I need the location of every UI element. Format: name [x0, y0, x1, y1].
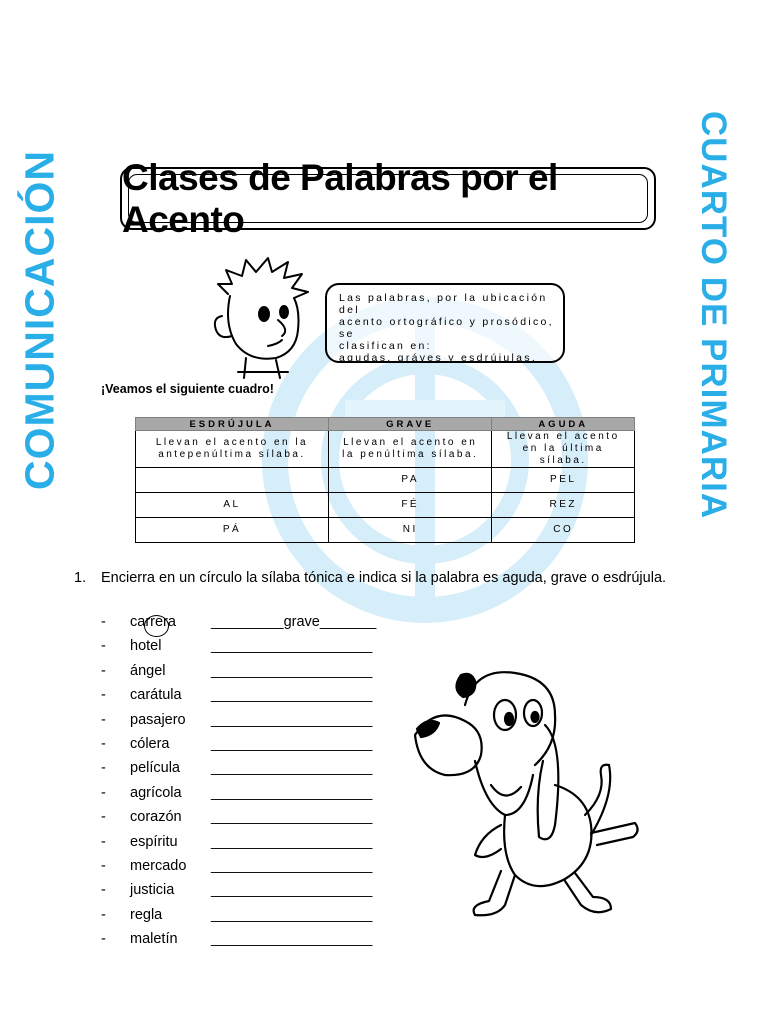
- table-cell: NI: [328, 518, 492, 543]
- word-text: espíritu: [130, 833, 178, 850]
- answer-line: ____________________: [211, 784, 373, 801]
- answer-line: ____________________: [211, 662, 373, 679]
- table-row: [136, 431, 635, 468]
- word-text: carátula: [130, 687, 182, 704]
- word-text: película: [130, 760, 180, 777]
- answer-line: ____________________: [211, 760, 373, 777]
- word-row: [101, 882, 401, 906]
- dog-illustration: [405, 665, 645, 925]
- exercise-question: [74, 566, 694, 591]
- word-row: [101, 687, 401, 711]
- list-dash: -: [101, 809, 106, 826]
- subject-label: COMUNICACIÓN: [16, 150, 63, 490]
- header-grave: GRAVE: [328, 418, 492, 431]
- answer-line: ____________________: [211, 931, 373, 948]
- list-dash: -: [101, 614, 106, 630]
- question-text: Encierra en un círculo la sílaba tónica e indica si la palabra es aguda, grave o esdrújula.: [101, 570, 667, 586]
- answer-line: ____________________: [211, 687, 373, 704]
- word-text: cólera: [130, 735, 170, 752]
- table-cell: AL: [136, 493, 329, 518]
- word-text: pasajero: [130, 711, 186, 728]
- list-dash: -: [101, 638, 106, 655]
- answer-line: _________grave_______: [211, 614, 377, 630]
- answer-line: ____________________: [211, 906, 373, 923]
- header-esdrujula: ESDRÚJULA: [136, 418, 329, 431]
- list-dash: -: [101, 833, 106, 850]
- accent-table: [135, 417, 635, 543]
- table-row: [136, 468, 635, 493]
- table-cell: Llevan el acento en la última sílaba.: [492, 431, 635, 468]
- word-text: agrícola: [130, 784, 182, 801]
- list-dash: -: [101, 662, 106, 679]
- table-cell: PÁ: [136, 518, 329, 543]
- word-row: [101, 931, 401, 955]
- word-list: [101, 614, 401, 955]
- word-text: maletín: [130, 931, 178, 948]
- grade-label: CUARTO DE PRIMARIA: [694, 110, 733, 520]
- side-label-right: [683, 110, 743, 520]
- bubble-line: acento ortográfico y prosódico, se: [339, 316, 554, 340]
- table-cell: PA: [328, 468, 492, 493]
- word-row: [101, 907, 401, 931]
- word-text: corazón: [130, 809, 182, 826]
- table-header-row: [136, 418, 635, 431]
- answer-line: ____________________: [211, 638, 373, 655]
- syllable-circle: [144, 615, 169, 637]
- word-row: [101, 785, 401, 809]
- list-dash: -: [101, 687, 106, 704]
- boy-illustration: [198, 254, 328, 382]
- answer-line: ____________________: [211, 711, 373, 728]
- answer-line: ____________________: [211, 809, 373, 826]
- title-banner: [120, 156, 656, 240]
- bubble-line: clasifican en:: [339, 340, 432, 352]
- table-cell: Llevan el acento en la antepenúltima sílaba.: [136, 431, 329, 468]
- list-dash: -: [101, 931, 106, 948]
- page-title: Clases de Palabras por el Acento: [122, 156, 558, 240]
- table-cell: [136, 468, 329, 493]
- word-row: [101, 614, 401, 638]
- answer-line: ____________________: [211, 735, 373, 752]
- word-row: [101, 712, 401, 736]
- speech-bubble: [325, 283, 565, 363]
- table-row: [136, 493, 635, 518]
- list-dash: -: [101, 784, 106, 801]
- word-text: hotel: [130, 638, 162, 655]
- word-row: [101, 638, 401, 662]
- header-aguda: AGUDA: [492, 418, 635, 431]
- table-cell: Llevan el acento en la penúltima sílaba.: [328, 431, 492, 468]
- list-dash: -: [101, 735, 106, 752]
- word-text: regla: [130, 906, 163, 923]
- side-label-left: [10, 150, 70, 490]
- word-text: mercado: [130, 857, 187, 874]
- word-row: [101, 760, 401, 784]
- word-row: [101, 834, 401, 858]
- word-text: ángel: [130, 662, 166, 679]
- table-cell: FÉ: [328, 493, 492, 518]
- list-dash: -: [101, 760, 106, 777]
- bubble-line: Las palabras, por la ubicación del: [339, 292, 548, 316]
- word-text: justicia: [130, 882, 175, 899]
- table-cell: CO: [492, 518, 635, 543]
- answer-line: ____________________: [211, 882, 373, 899]
- intro-text: ¡Veamos el siguiente cuadro!: [101, 382, 274, 396]
- bubble-line: agudas, gráves y esdrújulas.: [339, 352, 538, 364]
- table-row: [136, 518, 635, 543]
- word-row: [101, 858, 401, 882]
- word-text: carrera: [130, 614, 176, 630]
- list-dash: -: [101, 711, 106, 728]
- word-row: [101, 663, 401, 687]
- question-number: 1.: [74, 570, 87, 586]
- table-cell: PEL: [492, 468, 635, 493]
- answer-line: ____________________: [211, 857, 373, 874]
- table-cell: REZ: [492, 493, 635, 518]
- word-row: [101, 736, 401, 760]
- word-row: [101, 809, 401, 833]
- list-dash: -: [101, 906, 106, 923]
- list-dash: -: [101, 857, 106, 874]
- answer-line: ____________________: [211, 833, 373, 850]
- list-dash: -: [101, 882, 106, 899]
